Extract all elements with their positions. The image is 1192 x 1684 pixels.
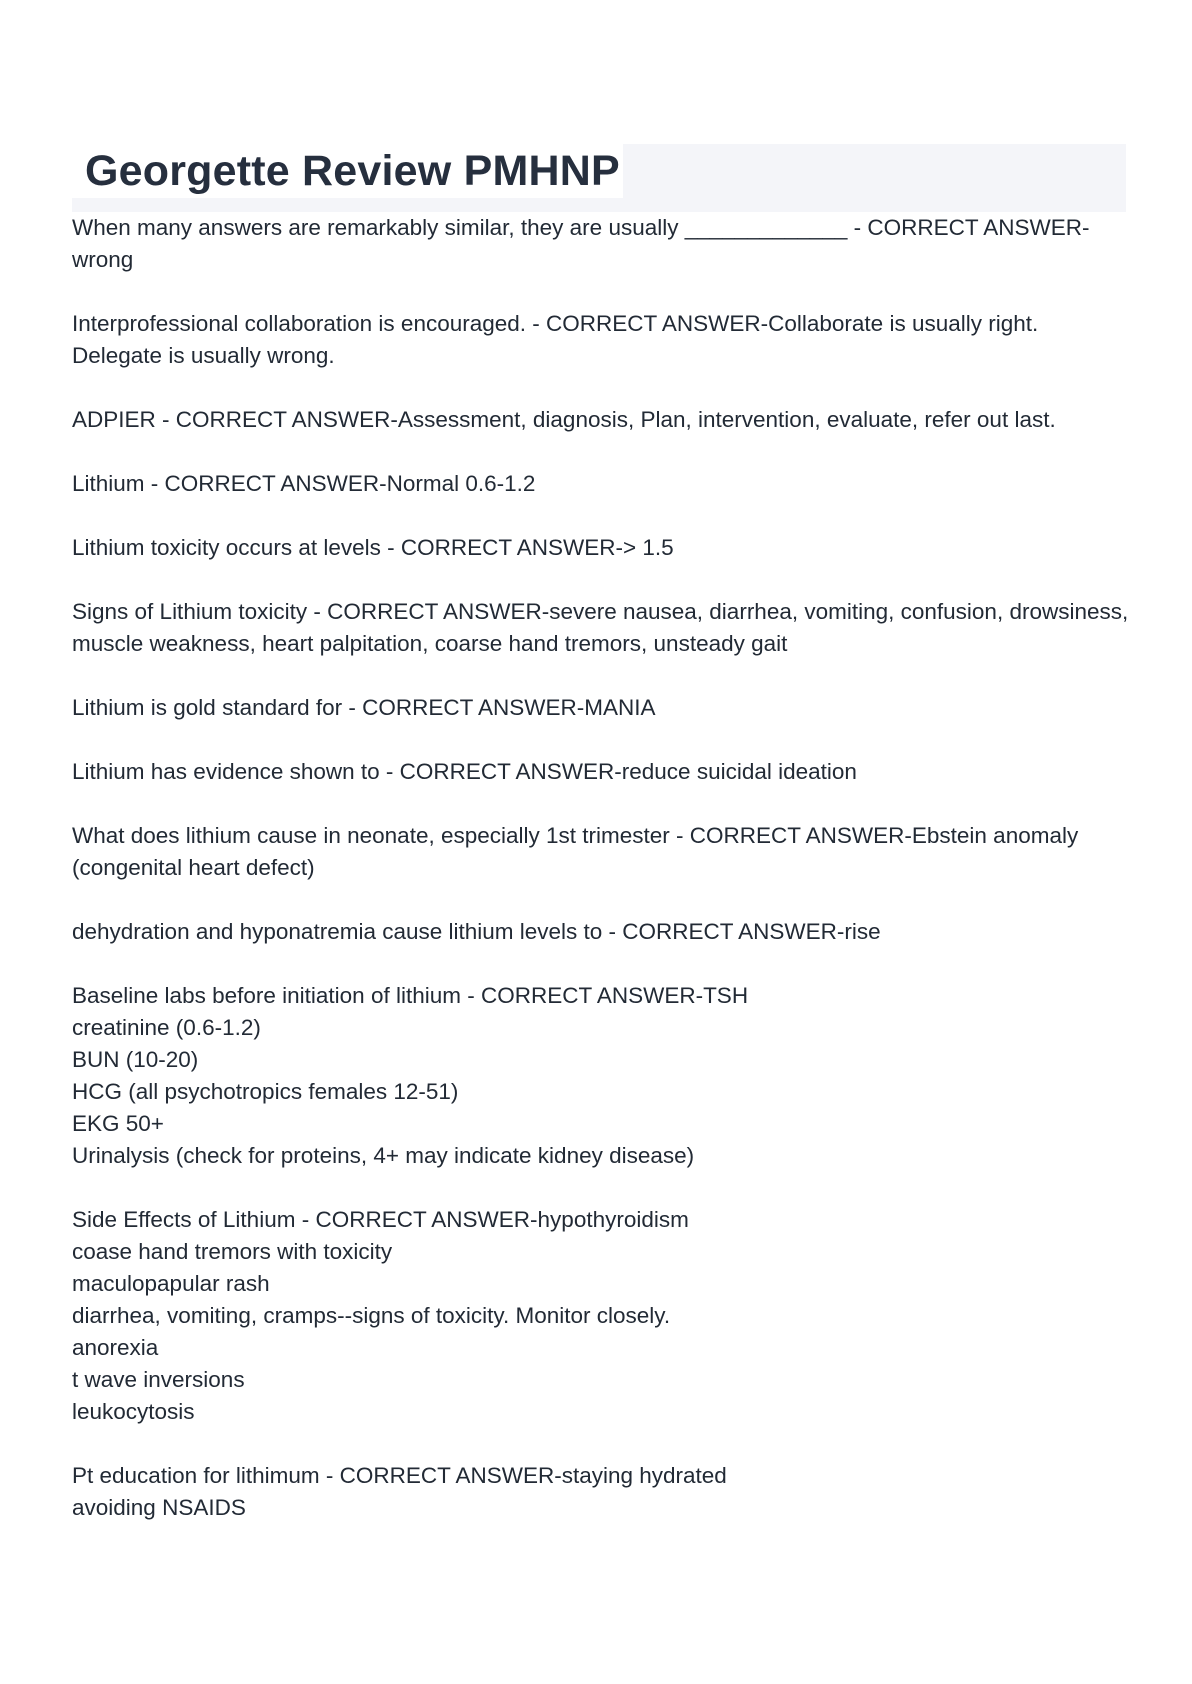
qa-answer-line: HCG (all psychotropics females 12-51): [72, 1079, 459, 1104]
qa-question-line: Interprofessional collaboration is encouraged. - CORRECT ANSWER-Collaborate is usually right. Delegate is usually wrong.: [72, 311, 1039, 368]
qa-answer-line: EKG 50+: [72, 1111, 164, 1136]
title-box: [72, 144, 623, 198]
qa-item: [72, 1460, 1132, 1524]
qa-answer-line: leukocytosis: [72, 1399, 195, 1424]
qa-question-line: Baseline labs before initiation of lithium - CORRECT ANSWER-TSH: [72, 983, 749, 1008]
document-title: Georgette Review PMHNP: [85, 147, 620, 195]
qa-item: [72, 692, 1132, 724]
qa-item: [72, 468, 1132, 500]
qa-question-line: Lithium toxicity occurs at levels - CORRECT ANSWER-> 1.5: [72, 535, 674, 560]
qa-item: [72, 308, 1132, 372]
qa-answer-line: creatinine (0.6-1.2): [72, 1015, 261, 1040]
qa-question-line: Lithium has evidence shown to - CORRECT ANSWER-reduce suicidal ideation: [72, 759, 857, 784]
qa-answer-line: maculopapular rash: [72, 1271, 270, 1296]
qa-question-line: Signs of Lithium toxicity - CORRECT ANSWER-severe nausea, diarrhea, vomiting, confusion, drowsiness, muscle weakness, heart palpitation, coarse hand tremors, unsteady gait: [72, 599, 1129, 656]
qa-question-line: dehydration and hyponatremia cause lithium levels to - CORRECT ANSWER-rise: [72, 919, 881, 944]
qa-question-line: Lithium is gold standard for - CORRECT ANSWER-MANIA: [72, 695, 656, 720]
qa-question-line: Pt education for lithimum - CORRECT ANSWER-staying hydrated: [72, 1463, 727, 1488]
qa-item: [72, 404, 1132, 436]
qa-question-line: ADPIER - CORRECT ANSWER-Assessment, diagnosis, Plan, intervention, evaluate, refer out last.: [72, 407, 1056, 432]
qa-answer-line: avoiding NSAIDS: [72, 1495, 246, 1520]
qa-question-line: Lithium - CORRECT ANSWER-Normal 0.6-1.2: [72, 471, 536, 496]
qa-answer-line: t wave inversions: [72, 1367, 245, 1392]
qa-item: [72, 212, 1132, 276]
qa-list: [72, 212, 1132, 1556]
qa-answer-line: anorexia: [72, 1335, 159, 1360]
qa-answer-line: diarrhea, vomiting, cramps--signs of toxicity. Monitor closely.: [72, 1303, 671, 1328]
qa-answer-line: BUN (10-20): [72, 1047, 199, 1072]
qa-item: [72, 756, 1132, 788]
qa-answer-line: Urinalysis (check for proteins, 4+ may indicate kidney disease): [72, 1143, 695, 1168]
qa-item: [72, 532, 1132, 564]
qa-item: [72, 980, 1132, 1172]
qa-question-line: What does lithium cause in neonate, especially 1st trimester - CORRECT ANSWER-Ebstein anomaly (congenital heart defect): [72, 823, 1079, 880]
qa-item: [72, 820, 1132, 884]
qa-question-line: When many answers are remarkably similar, they are usually _____________ - CORRECT ANSWER-wrong: [72, 215, 1090, 272]
qa-item: [72, 596, 1132, 660]
qa-item: [72, 1204, 1132, 1428]
qa-answer-line: coase hand tremors with toxicity: [72, 1239, 393, 1264]
qa-item: [72, 916, 1132, 948]
qa-question-line: Side Effects of Lithium - CORRECT ANSWER-hypothyroidism: [72, 1207, 689, 1232]
